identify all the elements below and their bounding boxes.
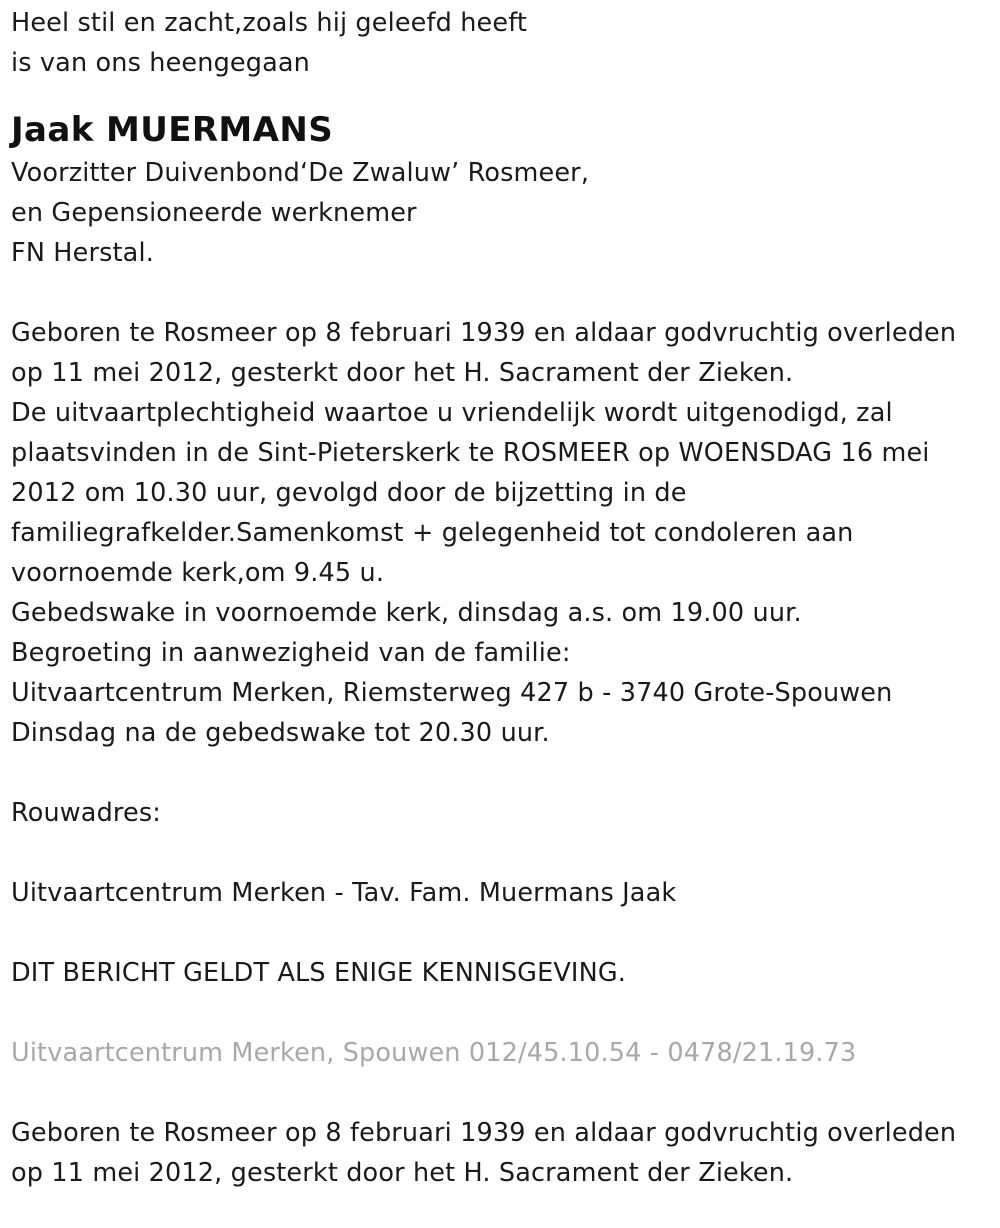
footer-line-2: op 11 mei 2012, gesterkt door het H. Sacrament der Zieken. bbox=[11, 1158, 794, 1188]
role-line-3: FN Herstal. bbox=[11, 238, 154, 268]
footer-line-1: Geboren te Rosmeer op 8 februari 1939 en aldaar godvruchtig overleden bbox=[11, 1118, 957, 1148]
body-line-7: voornoemde kerk,om 9.45 u. bbox=[11, 558, 385, 588]
body-line-6: familiegrafkelder.Samenkomst + gelegenheid tot condoleren aan bbox=[11, 518, 854, 548]
spacer bbox=[11, 83, 996, 108]
body-line-1: Geboren te Rosmeer op 8 februari 1939 en aldaar godvruchtig overleden bbox=[11, 318, 957, 348]
body-line-3: De uitvaartplechtigheid waartoe u vriendelijk wordt uitgenodigd, zal bbox=[11, 398, 893, 428]
intro-line-2: is van ons heengegaan bbox=[11, 48, 310, 78]
funeral-home-contact: Uitvaartcentrum Merken, Spouwen 012/45.10.54 - 0478/21.19.73 bbox=[11, 1038, 857, 1068]
role-line-2: en Gepensioneerde werknemer bbox=[11, 198, 417, 228]
spacer bbox=[11, 273, 996, 313]
intro-line-1: Heel stil en zacht,zoals hij geleefd heeft bbox=[11, 8, 528, 38]
spacer bbox=[11, 753, 996, 793]
body-line-10: Uitvaartcentrum Merken, Riemsterweg 427 b - 3740 Grote-Spouwen bbox=[11, 678, 893, 708]
role-line-1: Voorzitter Duivenbond‘De Zwaluw’ Rosmeer, bbox=[11, 158, 590, 188]
body-line-2: op 11 mei 2012, gesterkt door het H. Sacrament der Zieken. bbox=[11, 358, 794, 388]
body-line-8: Gebedswake in voornoemde kerk, dinsdag a.s. om 19.00 uur. bbox=[11, 598, 802, 628]
rouwadres-value: Uitvaartcentrum Merken - Tav. Fam. Muermans Jaak bbox=[11, 878, 677, 908]
body-line-9: Begroeting in aanwezigheid van de familie: bbox=[11, 638, 571, 668]
spacer bbox=[11, 1073, 996, 1113]
spacer bbox=[11, 993, 996, 1033]
spacer bbox=[11, 833, 996, 873]
body-line-4: plaatsvinden in de Sint-Pieterskerk te ROSMEER op WOENSDAG 16 mei bbox=[11, 438, 930, 468]
notice: DIT BERICHT GELDT ALS ENIGE KENNISGEVING. bbox=[11, 958, 626, 988]
rouwadres-label: Rouwadres: bbox=[11, 798, 161, 828]
obituary-document bbox=[11, 3, 996, 1193]
body-line-11: Dinsdag na de gebedswake tot 20.30 uur. bbox=[11, 718, 550, 748]
spacer bbox=[11, 913, 996, 953]
body-line-5: 2012 om 10.30 uur, gevolgd door de bijzetting in de bbox=[11, 478, 687, 508]
deceased-name: Jaak MUERMANS bbox=[11, 110, 334, 150]
